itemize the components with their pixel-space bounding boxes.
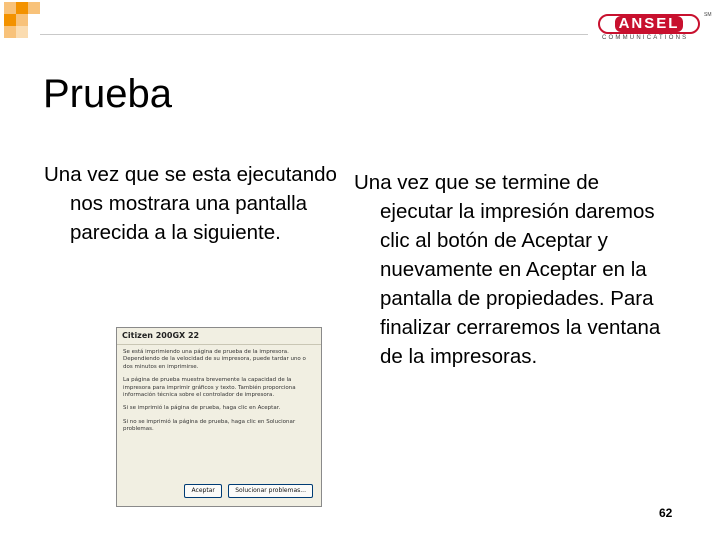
dialog-paragraph: Si no se imprimió la página de prueba, haga clic en Solucionar problemas.: [123, 418, 296, 433]
test-page-dialog: [116, 327, 322, 507]
dialog-paragraph: Se está imprimiendo una página de prueba de la impresora. Dependiendo de la velocidad de su impresora, puede tardar uno o dos minutos en imprimirse.: [123, 349, 306, 370]
page-number: 62: [659, 506, 673, 520]
deco-square: [4, 26, 16, 38]
right-paragraph: Una vez que se termine de ejecutar la impresión daremos clic al botón de Aceptar y nuevamente en Aceptar en la pantalla de propiedades. Para finalizar cerraremos la ventana de la impresoras.: [354, 171, 661, 368]
dialog-title: Citizen 200GX 22: [117, 328, 321, 345]
troubleshoot-button[interactable]: Solucionar problemas...: [228, 484, 313, 498]
ansel-logo: [598, 12, 712, 44]
dialog-paragraph: La página de prueba muestra brevemente la capacidad de la impresora para imprimir gráficos y texto. También proporciona información técnica sobre el controlador de impresora.: [123, 377, 296, 399]
left-paragraph: Una vez que se esta ejecutando nos mostrara una pantalla parecida a la siguiente.: [44, 163, 337, 244]
dialog-paragraph: Si se imprimió la página de prueba, haga clic en Aceptar.: [123, 405, 281, 412]
dialog-buttons: [184, 484, 313, 498]
logo-tagline: COMMUNICATIONS: [602, 35, 689, 41]
right-column: [354, 168, 674, 371]
deco-square: [4, 14, 16, 26]
deco-square: [16, 26, 28, 38]
deco-square: [16, 14, 28, 26]
deco-square: [4, 2, 16, 14]
logo-badge: [598, 14, 700, 34]
left-column: [44, 160, 354, 247]
ok-button[interactable]: Aceptar: [184, 484, 222, 498]
logo-name: ANSEL: [615, 16, 684, 32]
dialog-body: [117, 345, 321, 444]
deco-square: [16, 2, 28, 14]
header-rule: [40, 10, 588, 35]
logo-service-mark: SM: [704, 12, 712, 18]
deco-square: [28, 2, 40, 14]
slide-title: Prueba: [43, 72, 172, 116]
